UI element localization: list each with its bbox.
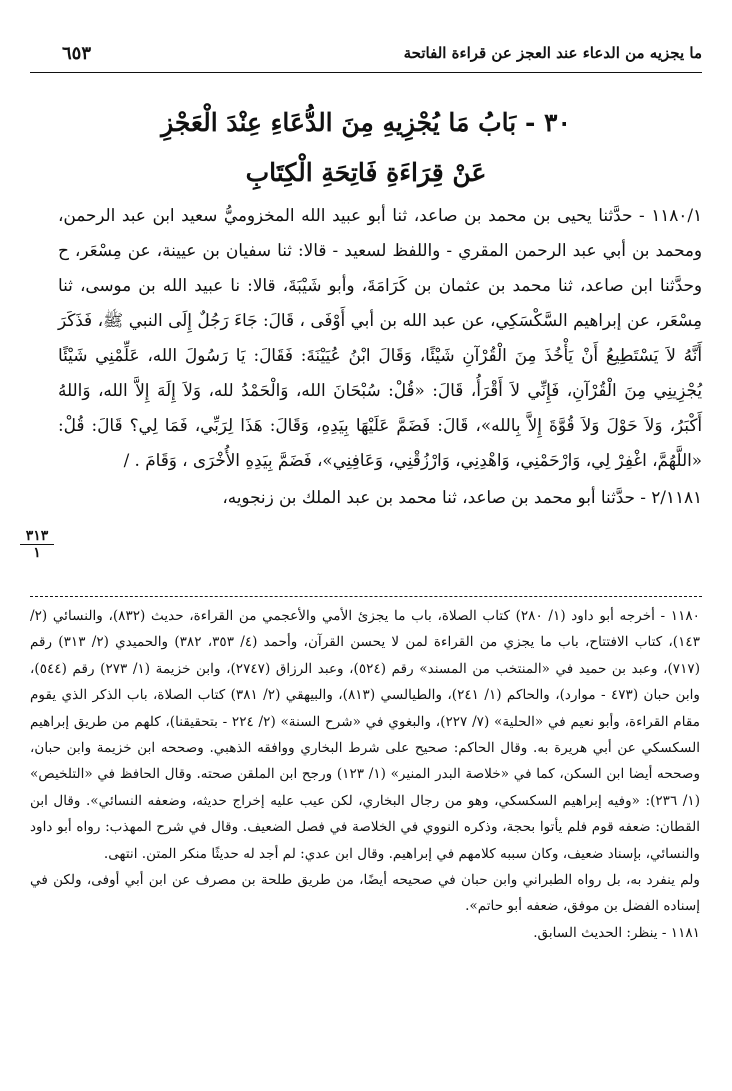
- hadith-1181: ٢/١١٨١ - حدَّثنا أبو محمد بن صاعد، ثنا محمد بن عبد الملك بن زنجويه،: [222, 487, 702, 507]
- footnote-1181: ١١٨١ - ينظر: الحديث السابق.: [533, 924, 700, 941]
- running-title: ما يجزيه من الدعاء عند العجز عن قراءة الفاتحة: [403, 44, 702, 62]
- running-header: [62, 38, 702, 68]
- margin-part-number: ١: [33, 545, 41, 561]
- header-rule: [30, 72, 702, 73]
- footnote-1180: ١١٨٠ - أخرجه أبو داود (١/ ٢٨٠) كتاب الصلاة، باب ما يجزئ الأمي والأعجمي من القراءة، حديث (٨٣٢)، والنسائي (٢/ ١٤٣)، كتاب الافتتاح، باب ما يجزي من القراءة لمن لا يحسن القرآن، وأحمد (٤/ ٣٥٣، ٣٨٢) والحميدي (٢/ ٣١٣) رقم (٧١٧)، وعبد بن حميد في «المنتخب من المسند» رقم (٥٢٤)، وعبد الرزاق (٢٧٤٧)، وابن خزيمة (١/ ٢٧٣) رقم (٥٤٤)، وابن حبان (٤٧٣ - موارد)، والحاكم (١/ ٢٤١)، والطيالسي (٨١٣)، والبيهقي (٢/ ٣٨١) كتاب الصلاة، باب الذكر الذي يقوم مقام القراءة، وأبو نعيم في «الحلية» (٧/ ٢٢٧)، والبغوي في «شرح السنة» (٢/ ٢٢٤ - بتحقيقنا)، كلهم من طريق إبراهيم السكسكي عن أبي هريرة به. وقال الحاكم: صحيح على شرط البخاري ووافقه الذهبي. وصححه ابن خزيمة وابن حبان، وصححه أيضا ابن السكن، كما في «خلاصة البدر المنير» (١/ ١٢٣) ورجح ابن الملقن صحته. وقال الحافظ في «التلخيص» (١/ ٢٣٦): «وفيه إبراهيم السكسكي، وهو من رجال البخاري، لكن عيب عليه إخراج حديثه، وضعفه النسائي». وقال ابن القطان: ضعفه قوم فلم يأتوا بحجة، وذكره النووي في الخلاصة في فصل الضعيف. وقال في شرح المهذب: رواه أبو داود والنسائي، بإسناد ضعيف، وكان سببه كلامهم في إبراهيم. وقال ابن عدي: لم أجد له حديثًا منكر المتن. انتهى.: [30, 608, 701, 862]
- footnotes: [30, 603, 700, 946]
- hadith-1180: ١١٨٠/١ - حدَّثنا يحيى بن محمد بن صاعد، ثنا أبو عبيد الله المخزوميُّ سعيد ابن عبد الرحمن، ومحمد بن أبي عبد الرحمن المقري - واللفظ لسعيد - قالا: ثنا سفيان بن عيينة، عن مِسْعَر، ح وحدَّثنا ابن صاعد، ثنا محمد بن عثمان بن كَرَامَةَ، وأبو شَيْبَةَ، قالا: نا عبيد الله بن موسى، ثنا مِسْعَر، عن إبراهيم السَّكْسَكِي، عن عبد الله بن أبي أَوْفَى ، قَالَ: جَاءَ رَجُلٌ إِلَى النبي ﷺ، فَذَكَرَ أَنَّهُ لاَ يَسْتَطِيعُ أَنْ يَأْخُذَ مِنَ الْقُرْآنِ شَيْئًا، وَقَالَ ابْنُ عُيَيْنَةَ: فَقَالَ: يَا رَسُولَ الله، عَلِّمْنِي شَيْئًا يُجْزِينِي مِنَ الْقُرْآنِ، فَإِنِّي لاَ أَقْرَأُ، قَالَ: «قُلْ: سُبْحَانَ الله، وَالْحَمْدُ لله، وَلاَ إِلَهَ إِلاَّ الله، وَاللهُ أَكْبَرُ، وَلاَ حَوْلَ وَلاَ قُوَّةَ إِلاَّ بِالله»، قَالَ: فَضَمَّ عَلَيْهَا بِيَدِهِ، وَقَالَ: هَذَا لِرَبِّي، فَمَا لِي؟ قَالَ: قُلْ: «اللَّهُمَّ، اغْفِرْ لِي، وَارْحَمْنِي، وَاهْدِنِي، وَارْزُقْنِي، وَعَافِنِي»، فَضَمَّ بِيَدِهِ الأُخْرَى ، وَقَامَ . /: [58, 205, 702, 470]
- page-number: ٦٥٣: [62, 42, 92, 64]
- chapter-heading-line-2: عَنْ قِرَاءَةِ فَاتِحَةِ الْكِتَابِ: [245, 158, 487, 187]
- margin-page-reference: [20, 528, 54, 561]
- margin-volume-page: ٣١٣: [20, 528, 54, 545]
- main-text: [58, 198, 702, 515]
- footnote-separator: [30, 596, 702, 597]
- chapter-heading-line-1: ٣٠ - بَابُ مَا يُجْزِيهِ مِنَ الدُّعَاءِ عِنْدَ الْعَجْزِ: [161, 108, 571, 137]
- footnote-1180-continued: ولم ينفرد به، بل رواه الطبراني وابن حبان في صحيحه أيضًا، من طريق طلحة بن مصرف عن ابن أبي أوفى، ولكن في إسناده الفضل بن موفق، ضعفه أبو حاتم».: [30, 872, 700, 915]
